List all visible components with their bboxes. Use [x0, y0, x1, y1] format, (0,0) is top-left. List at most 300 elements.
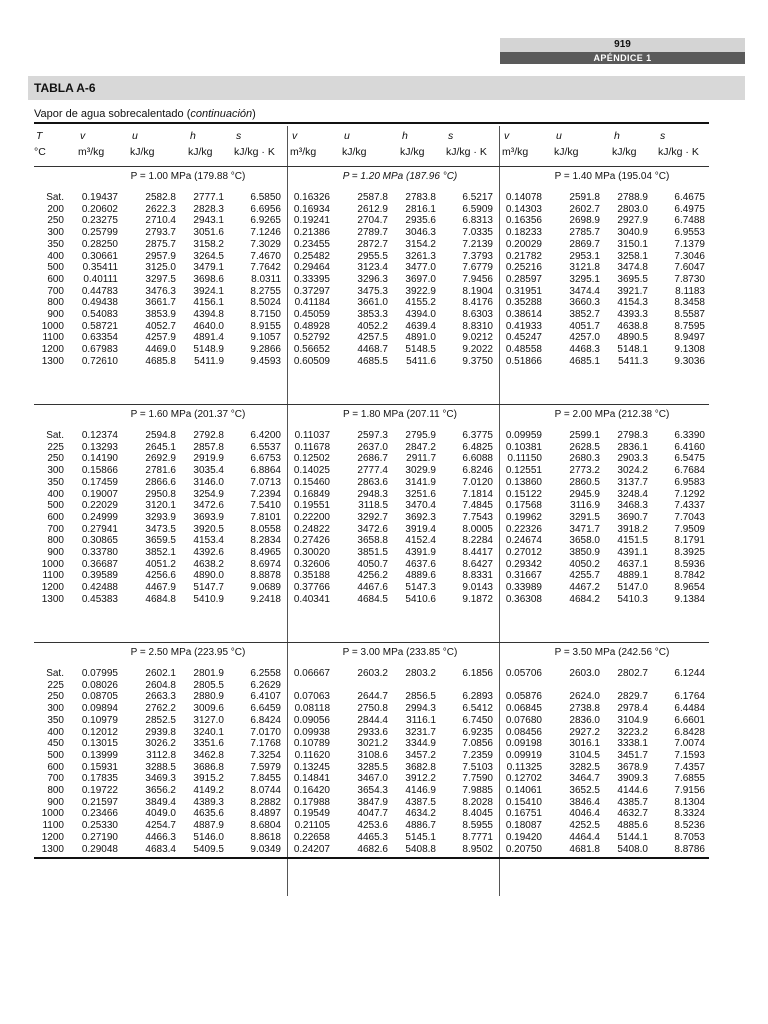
table-row — [34, 465, 709, 477]
property-cell: 2777.4 — [357, 465, 388, 477]
temperature-cell: 1200 — [41, 344, 64, 356]
property-cell: 0.18233 — [505, 227, 542, 239]
property-cell: 2788.9 — [617, 192, 648, 203]
property-cell: 4468.3 — [569, 344, 600, 356]
property-cell: 7.1593 — [674, 749, 705, 761]
property-cell: 3026.2 — [145, 738, 176, 750]
property-cell: 2680.3 — [569, 453, 600, 465]
property-cell: 8.8878 — [250, 570, 281, 582]
property-cell: 3661.7 — [145, 297, 176, 309]
property-cell: 0.21386 — [293, 227, 330, 239]
property-cell: 4152.4 — [405, 535, 436, 547]
table-row — [34, 251, 709, 263]
property-cell: 2645.1 — [145, 441, 176, 453]
block-rule — [34, 642, 709, 643]
property-cell: 0.23466 — [81, 808, 118, 820]
property-cell: 7.1379 — [674, 238, 705, 250]
property-cell: 0.11325 — [506, 761, 542, 773]
property-cell: 2781.6 — [145, 465, 176, 477]
property-cell: 6.4107 — [250, 691, 281, 703]
property-cell: 2798.3 — [617, 430, 648, 441]
property-cell: 0.24822 — [293, 523, 330, 535]
property-cell: 8.3925 — [674, 547, 705, 558]
property-cell: 0.10789 — [293, 738, 330, 750]
property-cell: 4393.3 — [617, 309, 648, 320]
temperature-cell: 1000 — [41, 558, 64, 570]
property-cell: 0.22658 — [293, 831, 330, 843]
property-cell: 0.27426 — [293, 535, 330, 547]
property-cell: 7.8455 — [250, 773, 281, 785]
temperature-cell: 400 — [47, 488, 64, 500]
pressure-title: P = 1.80 MPa (207.11 °C) — [343, 409, 457, 420]
property-cell: 0.67983 — [81, 344, 118, 356]
temperature-cell: 900 — [47, 309, 64, 320]
header-s-symbol: s — [448, 130, 454, 142]
header-h-unit: kJ/kg — [400, 146, 425, 158]
temperature-cell: 200 — [47, 203, 64, 215]
property-cell: 2927.9 — [617, 215, 648, 227]
property-cell: 0.11150 — [507, 453, 542, 465]
property-cell: 9.3750 — [462, 355, 493, 367]
property-cell: 3297.5 — [145, 273, 176, 285]
property-cell: 0.09198 — [505, 738, 542, 750]
property-cell: 0.42488 — [81, 582, 118, 594]
temperature-cell: 450 — [47, 738, 64, 750]
section-label: APÉNDICE 1 — [500, 52, 745, 64]
property-cell: 7.1246 — [250, 227, 281, 239]
property-cell: 0.12012 — [81, 726, 118, 738]
property-cell: 2789.7 — [357, 227, 388, 239]
property-cell: 0.19007 — [81, 488, 118, 500]
property-cell: 3292.7 — [357, 511, 388, 523]
property-cell: 3112.8 — [146, 749, 176, 761]
table-row — [34, 489, 709, 501]
header-u-symbol: u — [344, 130, 350, 142]
temperature-cell: Sat. — [46, 430, 64, 441]
temperature-cell: 350 — [47, 238, 64, 250]
property-cell: 0.09919 — [505, 749, 542, 761]
property-cell: 3021.2 — [357, 738, 388, 750]
property-cell: 2852.5 — [145, 714, 176, 726]
table-row — [34, 192, 709, 204]
header-v-unit: m³/kg — [78, 146, 105, 158]
property-cell: 6.1856 — [462, 668, 493, 679]
property-cell: 0.19551 — [293, 500, 330, 512]
property-cell: 8.1304 — [674, 796, 705, 808]
property-cell: 6.9553 — [674, 227, 705, 239]
property-cell: 4887.9 — [193, 820, 224, 832]
property-cell: 4637.1 — [617, 558, 648, 570]
property-cell: 3146.0 — [193, 476, 224, 488]
table-row — [34, 570, 709, 582]
property-cell: 4046.4 — [569, 808, 600, 820]
property-cell: 3693.9 — [193, 511, 224, 523]
property-cell: 0.09056 — [293, 714, 330, 726]
property-cell: 3296.3 — [357, 273, 388, 285]
property-cell: 6.2893 — [462, 691, 493, 703]
property-cell: 2602.1 — [145, 668, 176, 679]
property-cell: 2762.2 — [145, 703, 176, 715]
property-cell: 0.52792 — [293, 332, 330, 344]
property-cell: 3464.7 — [569, 773, 600, 785]
property-cell: 2792.8 — [193, 430, 224, 441]
table-row — [34, 773, 709, 785]
property-cell: 6.5909 — [462, 203, 493, 215]
property-cell: 4391.1 — [617, 547, 648, 558]
table-row — [34, 262, 709, 274]
header-h-unit: kJ/kg — [612, 146, 637, 158]
temperature-cell: 1100 — [42, 570, 64, 582]
property-cell: 7.0713 — [250, 476, 281, 488]
table-row — [34, 453, 709, 465]
property-cell: 0.11678 — [294, 441, 330, 453]
property-cell: 2603.0 — [569, 668, 600, 679]
property-cell: 3849.4 — [145, 796, 176, 808]
temperature-cell: 350 — [47, 714, 64, 726]
property-cell: 6.3390 — [674, 430, 705, 441]
property-cell: 3046.3 — [405, 227, 436, 239]
property-cell: 2872.7 — [357, 238, 388, 250]
property-cell: 8.0558 — [250, 523, 281, 535]
property-cell: 7.3029 — [250, 238, 281, 250]
caption-close: ) — [252, 108, 256, 120]
property-cell: 0.39589 — [81, 570, 118, 582]
property-cell: 0.16326 — [293, 192, 330, 203]
property-cell: 3462.8 — [193, 749, 224, 761]
table-row — [34, 215, 709, 227]
header-s-unit: kJ/kg · K — [234, 146, 275, 158]
property-cell: 0.14061 — [505, 785, 542, 796]
property-cell: 0.09938 — [293, 726, 330, 738]
property-cell: 6.5850 — [250, 192, 281, 203]
property-cell: 2880.9 — [193, 691, 224, 703]
property-cell: 0.49438 — [81, 297, 118, 309]
property-cell: 3254.9 — [193, 488, 224, 500]
table-row — [34, 430, 709, 442]
property-cell: 4385.7 — [617, 796, 648, 808]
property-cell: 6.4825 — [462, 441, 493, 453]
property-cell: 4683.4 — [145, 843, 176, 855]
property-cell: 7.7543 — [462, 511, 493, 523]
property-cell: 4155.2 — [405, 297, 436, 309]
header-v-symbol: v — [80, 130, 86, 142]
property-cell: 4052.2 — [357, 320, 388, 332]
property-cell: 5146.0 — [193, 831, 224, 843]
property-cell: 8.7842 — [674, 570, 705, 582]
property-cell: 2935.6 — [405, 215, 436, 227]
property-cell: 0.21105 — [294, 820, 330, 832]
property-cell: 7.8101 — [250, 511, 281, 523]
property-cell: 4885.6 — [617, 820, 648, 832]
property-cell: 0.07995 — [81, 668, 118, 679]
property-cell: 2863.6 — [357, 476, 388, 488]
property-cell: 4685.5 — [357, 355, 388, 367]
property-cell: 3288.5 — [145, 761, 176, 773]
property-cell: 2856.5 — [405, 691, 436, 703]
temperature-cell: 250 — [47, 453, 64, 465]
property-cell: 3473.5 — [145, 523, 176, 535]
temperature-cell: 600 — [47, 273, 64, 285]
property-cell: 2860.5 — [569, 476, 600, 488]
property-cell: 0.12502 — [293, 453, 330, 465]
temperature-cell: 900 — [47, 796, 64, 808]
property-cell: 0.45059 — [293, 309, 330, 320]
table-banner — [28, 76, 745, 100]
property-cell: 7.7642 — [250, 262, 281, 274]
temperature-cell: 1000 — [41, 808, 64, 820]
property-cell: 3474.4 — [569, 285, 600, 297]
property-cell: 8.2284 — [462, 535, 493, 547]
property-cell: 3919.4 — [405, 523, 436, 535]
table-row — [34, 808, 709, 820]
property-cell: 5409.5 — [193, 843, 224, 855]
property-cell: 0.15866 — [81, 465, 118, 477]
property-cell: 0.09894 — [81, 703, 118, 715]
property-cell: 0.41933 — [505, 320, 542, 332]
property-cell: 5148.5 — [405, 344, 436, 356]
property-cell: 0.06667 — [293, 668, 330, 679]
property-cell: 4389.3 — [193, 796, 224, 808]
temperature-cell: 350 — [47, 476, 64, 488]
property-cell: 2805.5 — [193, 679, 224, 691]
temperature-cell: 300 — [47, 703, 64, 715]
property-cell: 2933.6 — [357, 726, 388, 738]
temperature-cell: 1000 — [41, 320, 64, 332]
property-cell: 2953.1 — [569, 250, 600, 262]
property-cell: 7.9509 — [674, 523, 705, 535]
property-cell: 3223.2 — [617, 726, 648, 738]
property-cell: 3915.2 — [193, 773, 224, 785]
pressure-title: P = 3.00 MPa (233.85 °C) — [342, 647, 458, 658]
property-cell: 8.2755 — [250, 285, 281, 297]
property-cell: 0.25482 — [293, 250, 330, 262]
property-cell: 6.8246 — [462, 465, 493, 477]
property-cell: 6.9583 — [674, 476, 705, 488]
property-cell: 2945.9 — [569, 488, 600, 500]
property-cell: 7.4357 — [674, 761, 705, 773]
property-cell: 0.07063 — [293, 691, 330, 703]
property-cell: 4256.2 — [357, 570, 388, 582]
header-v-unit: m³/kg — [502, 146, 529, 158]
property-cell: 4051.2 — [145, 558, 176, 570]
property-cell: 0.45247 — [505, 332, 542, 344]
property-cell: 4151.5 — [617, 535, 648, 547]
temperature-cell: 800 — [47, 297, 64, 309]
page-number: 919 — [500, 38, 745, 52]
property-cell: 8.0744 — [250, 785, 281, 796]
property-cell: 8.6804 — [250, 820, 281, 832]
property-cell: 3009.6 — [193, 703, 224, 715]
property-cell: 3690.7 — [617, 511, 648, 523]
pressure-title: P = 3.50 MPa (242.56 °C) — [554, 647, 670, 658]
property-cell: 0.25330 — [81, 820, 118, 832]
property-cell: 5144.1 — [617, 831, 648, 843]
property-cell: 8.8786 — [674, 843, 705, 855]
property-cell: 6.1764 — [674, 691, 705, 703]
property-cell: 8.4045 — [462, 808, 493, 820]
property-cell: 3697.0 — [405, 273, 436, 285]
property-cell: 3472.6 — [357, 523, 388, 535]
property-cell: 0.60509 — [293, 355, 330, 367]
property-cell: 6.5475 — [674, 453, 705, 465]
property-cell: 0.14190 — [81, 453, 118, 465]
property-cell: 4685.8 — [145, 355, 176, 367]
property-cell: 3692.3 — [405, 511, 436, 523]
temperature-cell: 1300 — [41, 843, 64, 855]
property-cell: 0.14841 — [293, 773, 330, 785]
property-cell: 0.08026 — [81, 679, 118, 691]
temperature-cell: 1200 — [41, 582, 64, 594]
property-cell: 4466.3 — [145, 831, 176, 843]
property-cell: 0.15460 — [293, 476, 330, 488]
property-cell: 3240.1 — [193, 726, 224, 738]
table-row — [34, 535, 709, 547]
property-cell: 3248.4 — [617, 488, 648, 500]
property-cell: 3853.3 — [357, 309, 388, 320]
property-cell: 6.4675 — [674, 192, 705, 203]
property-cell: 7.9885 — [462, 785, 493, 796]
property-cell: 3158.2 — [193, 238, 224, 250]
property-cell: 0.12551 — [505, 465, 542, 477]
property-cell: 0.21597 — [81, 796, 118, 808]
temperature-cell: 300 — [47, 465, 64, 477]
temperature-cell: 1100 — [42, 332, 64, 344]
property-cell: 2777.1 — [193, 192, 224, 203]
property-cell: 0.22029 — [81, 500, 118, 512]
property-cell: 0.63354 — [81, 332, 118, 344]
property-cell: 8.0005 — [462, 523, 493, 535]
property-cell: 9.2866 — [250, 344, 281, 356]
property-cell: 4049.0 — [145, 808, 176, 820]
property-cell: 3029.9 — [405, 465, 436, 477]
property-cell: 3469.3 — [145, 773, 176, 785]
property-cell: 6.6956 — [250, 203, 281, 215]
header-u-unit: kJ/kg — [130, 146, 155, 158]
property-cell: 3852.1 — [145, 547, 176, 558]
property-cell: 3282.5 — [569, 761, 600, 773]
property-cell: 7.3046 — [674, 250, 705, 262]
top-rule — [34, 122, 709, 124]
property-cell: 2875.7 — [145, 238, 176, 250]
temperature-cell: 500 — [47, 749, 64, 761]
property-cell: 8.4897 — [250, 808, 281, 820]
property-cell: 0.36687 — [81, 558, 118, 570]
property-cell: 8.5936 — [674, 558, 705, 570]
table-row — [34, 594, 709, 606]
property-cell: 2663.3 — [145, 691, 176, 703]
caption-text: Vapor de agua sobrecalentado ( — [34, 108, 191, 120]
property-cell: 8.6427 — [462, 558, 493, 570]
property-cell: 5410.6 — [405, 593, 436, 605]
header-v-symbol: v — [504, 130, 510, 142]
property-cell: 3127.0 — [193, 714, 224, 726]
property-cell: 0.37766 — [293, 582, 330, 594]
property-cell: 4050.2 — [569, 558, 600, 570]
property-cell: 0.27941 — [81, 523, 118, 535]
property-cell: 0.11620 — [294, 749, 330, 761]
property-cell: 2692.9 — [145, 453, 176, 465]
property-cell: 7.0074 — [674, 738, 705, 750]
temperature-cell: 300 — [47, 227, 64, 239]
property-cell: 0.19241 — [293, 215, 330, 227]
property-cell: 2622.3 — [145, 203, 176, 215]
property-cell: 7.2139 — [462, 238, 493, 250]
property-cell: 7.4670 — [250, 250, 281, 262]
property-cell: 2869.7 — [569, 238, 600, 250]
temperature-cell: Sat. — [46, 668, 64, 679]
temperature-cell: Sat. — [46, 192, 64, 203]
property-cell: 0.19962 — [505, 511, 542, 523]
property-cell: 4634.2 — [405, 808, 436, 820]
property-cell: 0.31951 — [505, 285, 542, 297]
property-cell: 2978.4 — [617, 703, 648, 715]
property-cell: 4051.7 — [569, 320, 600, 332]
property-cell: 0.13999 — [81, 749, 118, 761]
pressure-title: P = 1.60 MPa (201.37 °C) — [130, 409, 246, 420]
property-cell: 4639.4 — [405, 320, 436, 332]
header-v-unit: m³/kg — [290, 146, 317, 158]
property-cell: 4391.9 — [405, 547, 436, 558]
header-h-symbol: h — [614, 130, 620, 142]
property-cell: 7.6855 — [674, 773, 705, 785]
property-cell: 4052.7 — [145, 320, 176, 332]
property-cell: 0.05876 — [505, 691, 542, 703]
property-cell: 4640.0 — [193, 320, 224, 332]
property-cell: 3291.5 — [569, 511, 600, 523]
property-cell: 4682.6 — [357, 843, 388, 855]
temperature-cell: 225 — [47, 441, 64, 453]
property-cell: 3150.1 — [617, 238, 648, 250]
property-cell: 0.36308 — [505, 593, 542, 605]
property-cell: 7.1768 — [250, 738, 281, 750]
property-cell: 2919.9 — [193, 453, 224, 465]
property-cell: 2816.1 — [405, 203, 436, 215]
property-cell: 7.9156 — [674, 785, 705, 796]
property-cell: 0.14078 — [505, 192, 542, 203]
property-cell: 2795.9 — [405, 430, 436, 441]
header-h-symbol: h — [190, 130, 196, 142]
property-cell: 2801.9 — [193, 668, 224, 679]
property-cell: 3682.8 — [405, 761, 436, 773]
property-cell: 0.27190 — [81, 831, 118, 843]
table-caption — [34, 108, 256, 120]
property-cell: 0.56652 — [293, 344, 330, 356]
property-cell: 2943.1 — [193, 215, 224, 227]
property-cell: 3909.3 — [617, 773, 648, 785]
property-cell: 5147.7 — [193, 582, 224, 594]
property-cell: 8.9502 — [462, 843, 493, 855]
table-row — [34, 321, 709, 333]
property-cell: 5411.9 — [194, 355, 224, 367]
property-cell: 6.4200 — [250, 430, 281, 441]
header-s-symbol: s — [660, 130, 666, 142]
property-cell: 5148.1 — [617, 344, 648, 356]
table-row — [34, 332, 709, 344]
property-cell: 6.6459 — [250, 703, 281, 715]
property-cell: 0.35188 — [293, 570, 330, 582]
property-cell: 2698.9 — [569, 215, 600, 227]
pressure-title: P = 2.50 MPa (223.95 °C) — [130, 647, 246, 658]
property-cell: 4257.0 — [569, 332, 600, 344]
table-row — [34, 738, 709, 750]
property-cell: 8.2834 — [250, 535, 281, 547]
property-cell: 0.29048 — [81, 843, 118, 855]
property-cell: 4146.9 — [405, 785, 436, 796]
property-cell: 0.72610 — [81, 355, 118, 367]
pressure-title: P = 1.00 MPa (179.88 °C) — [130, 171, 246, 182]
property-cell: 4467.9 — [145, 582, 176, 594]
property-cell: 7.1292 — [674, 488, 705, 500]
